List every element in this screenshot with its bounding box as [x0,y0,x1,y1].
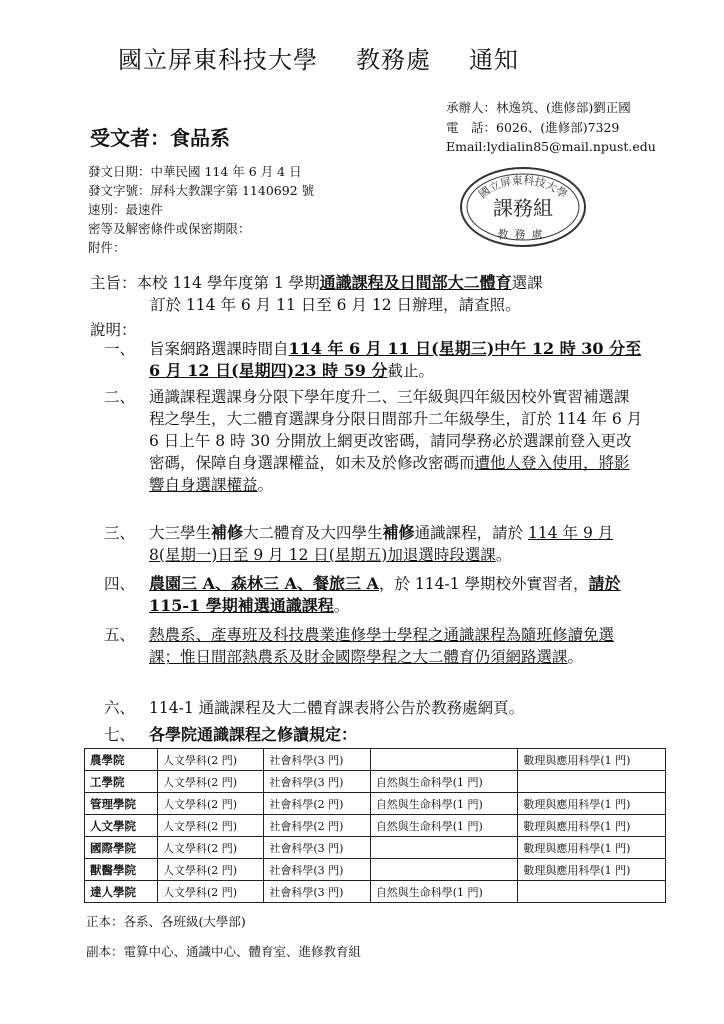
college-cell: 國際學院 [85,837,158,859]
item-text: 114-1 通識課程及大二體育課表將公告於教務處網頁。 [149,699,525,717]
item-underlined: 遭他人登入使用，將影響自身選課權益 [149,454,630,494]
item-end: 。 [567,648,584,666]
table-cell: 社會科學(3 門) [264,771,370,793]
table-cell [518,881,666,903]
stamp-center-text: 課務組 [493,196,553,220]
explain-item-4 [104,573,644,617]
table-cell: 社會科學(3 門) [264,859,370,881]
speed-class: 速別：最速件 [88,202,164,217]
college-cell: 工學院 [85,771,158,793]
college-cell: 人文學院 [85,815,158,837]
item-bold: 補修 [211,523,244,542]
item-underlined: 熱農系、產專班及科技農業進修學士學程之通識課程為隨班修讀免選課；惟日間部熱農系及財金國際學程之大二體育仍須網路選課 [149,626,615,666]
table-cell: 人文學科(2 門) [158,881,264,903]
issue-date: 發文日期：中華民國 114 年 6 月 4 日 [88,164,302,179]
stamp-ring-text: 國立屏東科技大學 [476,173,570,202]
table-cell: 社會科學(2 門) [264,793,370,815]
school-name: 國立屏東科技大學 [118,46,318,74]
secrecy-level: 密等及解密條件或保密期限： [88,221,251,236]
table-cell: 社會科學(3 門) [264,837,370,859]
item-end: 截止。 [387,362,435,380]
email-line: Email:lydialin85@mail.npust.edu [446,139,656,154]
item-end: 。 [495,546,512,564]
table-cell: 自然與生命科學(1 門) [370,793,518,815]
table-cell: 數理與應用科學(1 門) [518,749,666,771]
contact-block [446,98,656,157]
item-bold: 農園三 A、森林三 A、餐旅三 A [149,574,379,593]
item-end: 。 [257,476,274,494]
item-number: 七、 [104,726,136,744]
table-cell: 人文學科(2 門) [158,859,264,881]
college-cell: 達人學院 [85,881,158,903]
meta-block [88,162,314,257]
item-number: 一、 [104,340,136,358]
original-recipients: 正本：各系、各班級(大學部) [86,914,246,929]
explain-item-7 [104,724,644,746]
item-text: 大三學生 [149,524,212,542]
table-cell: 社會科學(3 門) [264,881,370,903]
table-cell [370,749,518,771]
notice-type: 通知 [469,46,519,74]
college-rules-table [84,748,666,903]
item-text: 旨案網路選課時間自 [149,340,289,358]
table-cell: 數理與應用科學(1 門) [518,859,666,881]
table-cell: 人文學科(2 門) [158,771,264,793]
table-cell: 自然與生命科學(1 門) [370,771,518,793]
office-name: 教務處 [356,46,431,74]
item-number: 五、 [104,626,136,644]
subject-text: 本校 114 學年度第 1 學期 [136,274,320,292]
table-row [85,881,666,903]
table-row [85,793,666,815]
item-text: 各學院通識課程之修讀規定： [149,725,358,744]
item-bold: 補修 [382,523,415,542]
explain-label: 說明： [90,321,137,339]
subject-line2: 訂於 114 年 6 月 11 日至 6 月 12 日辦理，請查照。 [150,296,521,314]
table-cell: 數理與應用科學(1 門) [518,815,666,837]
item-text: 大二體育及大四學生 [243,524,383,542]
item-text: 通識課程選課身分限下學年度升二、三年級與四年級因校外實習補選課程之學生，大二體育選課身分限日間部升二年級學生，訂於 114 年 6 月 6 日上午 8 時 30 分開放上網更改密碼，請同學務必於選課前登入更改密碼，保障自身選課權益，如未及於修改密碼而 [149,388,643,472]
recipient: 受文者：食品系 [90,126,230,150]
subject-block [90,272,543,316]
item-number: 三、 [104,524,136,542]
table-cell: 數理與應用科學(1 門) [518,793,666,815]
table-cell: 自然與生命科學(1 門) [370,815,518,837]
college-cell: 獸醫學院 [85,859,158,881]
table-row [85,837,666,859]
item-text: ，於 114-1 學期校外實習者， [378,575,589,593]
table-cell [370,837,518,859]
issue-number: 發文字號：屏科大教課字第 1140692 號 [88,183,315,198]
table-cell [370,859,518,881]
item-bold: 114 年 6 月 11 日(星期三)中午 12 時 30 分至 6 月 12 日(星期四)23 時 59 分 [149,339,642,380]
college-cell: 管理學院 [85,793,158,815]
table-cell: 人文學科(2 門) [158,815,264,837]
item-underlined: 114 年 9 月 8(星期一)日至 9 月 12 日(星期五)加退選時段選課 [149,524,614,564]
item-number: 四、 [104,575,136,593]
subject-label: 主旨： [90,274,137,292]
explain-item-1 [104,338,644,382]
table-cell: 社會科學(2 門) [264,815,370,837]
subject-bold: 通識課程及日間部大二體育 [319,273,512,292]
explain-item-2 [104,386,644,496]
document-title [118,40,557,75]
office-stamp [458,163,588,247]
table-row [85,815,666,837]
explain-item-3 [104,522,644,566]
table-cell: 人文學科(2 門) [158,749,264,771]
college-cell: 農學院 [85,749,158,771]
table-cell: 自然與生命科學(1 門) [370,881,518,903]
item-end: 。 [333,597,350,615]
item-text: 通識課程，請於 [414,524,528,542]
item-bold: 請於 115-1 學期補選通識課程 [149,574,621,615]
phone-line: 電 話：6026、(進修部)7329 [446,119,620,135]
attachment: 附件： [88,240,126,255]
handler-line: 承辦人：林逸筑、(進修部)劉正國 [446,100,631,115]
table-cell: 人文學科(2 門) [158,793,264,815]
explain-item-6 [104,697,644,719]
copy-recipients: 副本：電算中心、通識中心、體育室、進修教育組 [86,944,362,959]
table-row [85,859,666,881]
item-number: 二、 [104,388,136,406]
table-cell: 數理與應用科學(1 門) [518,837,666,859]
table-row [85,749,666,771]
explain-item-5 [104,624,644,668]
item-number: 六、 [104,699,136,717]
table-row [85,771,666,793]
table-cell: 社會科學(3 門) [264,749,370,771]
table-cell [518,771,666,793]
stamp-bottom-text: 教務處 [497,228,549,241]
subject-post: 選課 [511,274,543,292]
table-cell: 人文學科(2 門) [158,837,264,859]
